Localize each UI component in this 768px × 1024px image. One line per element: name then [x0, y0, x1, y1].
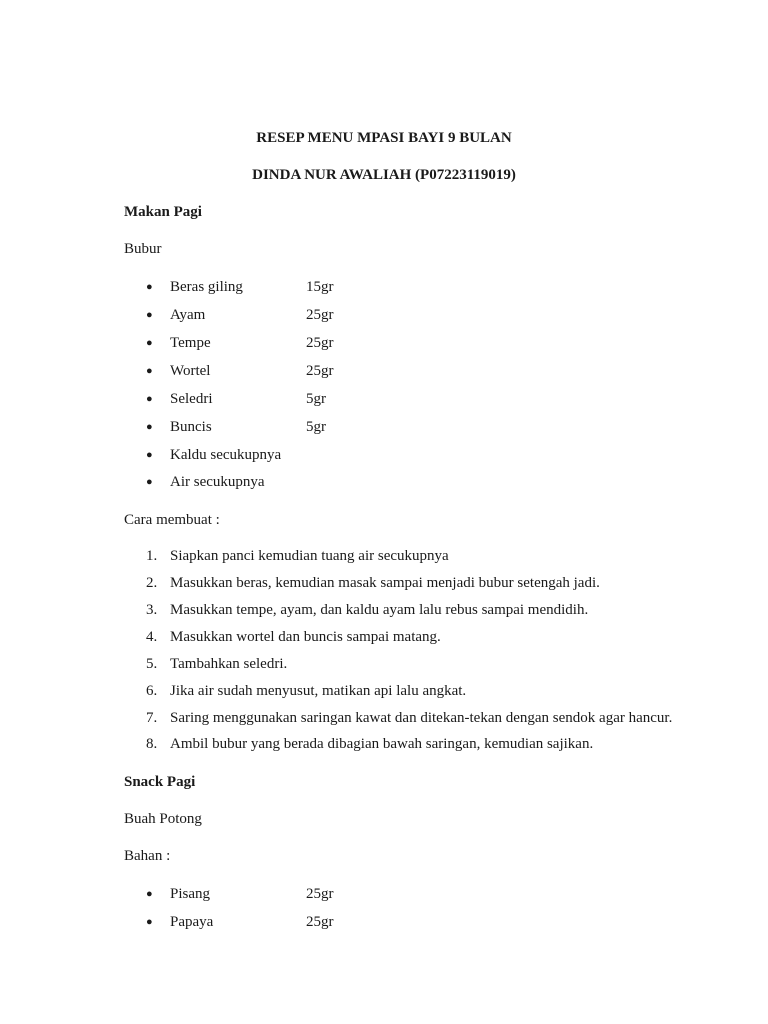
- ingredient-qty: 25gr: [306, 914, 334, 930]
- list-item: [0, 390, 768, 408]
- ingredient-qty: 5gr: [306, 391, 326, 407]
- document-author: DINDA NUR AWALIAH (P07223119019): [252, 167, 516, 183]
- bullet-icon: ●: [146, 281, 153, 293]
- list-item: [0, 601, 768, 619]
- section-heading-snack-pagi: Snack Pagi: [124, 774, 196, 790]
- ingredients-label: Bahan :: [124, 848, 171, 864]
- ingredient-qty: 25gr: [306, 335, 334, 351]
- step-text: Masukkan wortel dan buncis sampai matang.: [170, 629, 441, 645]
- section-heading-makan-pagi: Makan Pagi: [124, 204, 202, 220]
- step-text: Masukkan tempe, ayam, dan kaldu ayam lalu rebus sampai mendidih.: [170, 602, 589, 618]
- ingredient-name: Ayam: [170, 307, 206, 323]
- ingredient-name: Air secukupnya: [170, 474, 265, 490]
- step-text: Siapkan panci kemudian tuang air secukupnya: [170, 548, 449, 564]
- ingredient-qty: 25gr: [306, 307, 334, 323]
- ingredient-name: Seledri: [170, 391, 213, 407]
- list-item: [0, 306, 768, 324]
- list-item: [0, 446, 768, 464]
- list-item: [0, 574, 768, 592]
- step-number: 3.: [146, 602, 158, 618]
- ingredient-qty: 25gr: [306, 363, 334, 379]
- ingredient-name: Buncis: [170, 419, 212, 435]
- step-number: 7.: [146, 710, 158, 726]
- step-number: 4.: [146, 629, 158, 645]
- list-item: [0, 913, 768, 931]
- step-text: Tambahkan seledri.: [170, 656, 288, 672]
- bullet-icon: ●: [146, 309, 153, 321]
- ingredient-qty: 25gr: [306, 886, 334, 902]
- list-item: [0, 473, 768, 491]
- bullet-icon: ●: [146, 449, 153, 461]
- bullet-icon: ●: [146, 421, 153, 433]
- bullet-icon: ●: [146, 337, 153, 349]
- list-item: [0, 709, 768, 727]
- bullet-icon: ●: [146, 916, 153, 928]
- ingredient-qty: 5gr: [306, 419, 326, 435]
- list-item: [0, 682, 768, 700]
- step-number: 2.: [146, 575, 158, 591]
- ingredient-name: Wortel: [170, 363, 211, 379]
- ingredient-name: Tempe: [170, 335, 211, 351]
- step-text: Jika air sudah menyusut, matikan api lalu angkat.: [170, 683, 467, 699]
- list-item: [0, 547, 768, 565]
- ingredient-qty: 15gr: [306, 279, 334, 295]
- list-item: [0, 278, 768, 296]
- list-item: [0, 628, 768, 646]
- step-text: Ambil bubur yang berada dibagian bawah saringan, kemudian sajikan.: [170, 736, 594, 752]
- step-number: 5.: [146, 656, 158, 672]
- ingredient-name: Papaya: [170, 914, 214, 930]
- bullet-icon: ●: [146, 888, 153, 900]
- bullet-icon: ●: [146, 476, 153, 488]
- list-item: [0, 655, 768, 673]
- ingredient-name: Beras giling: [170, 279, 243, 295]
- step-number: 8.: [146, 736, 158, 752]
- bullet-icon: ●: [146, 365, 153, 377]
- step-text: Saring menggunakan saringan kawat dan ditekan-tekan dengan sendok agar hancur.: [170, 710, 673, 726]
- dish-name-buah-potong: Buah Potong: [124, 811, 202, 827]
- document-title: RESEP MENU MPASI BAYI 9 BULAN: [256, 130, 512, 146]
- bullet-icon: ●: [146, 393, 153, 405]
- list-item: [0, 362, 768, 380]
- method-label: Cara membuat :: [124, 512, 220, 528]
- step-text: Masukkan beras, kemudian masak sampai menjadi bubur setengah jadi.: [170, 575, 600, 591]
- list-item: [0, 735, 768, 753]
- list-item: [0, 418, 768, 436]
- list-item: [0, 885, 768, 903]
- ingredient-name: Kaldu secukupnya: [170, 447, 282, 463]
- step-number: 6.: [146, 683, 158, 699]
- list-item: [0, 334, 768, 352]
- step-number: 1.: [146, 548, 158, 564]
- dish-name-bubur: Bubur: [124, 241, 162, 257]
- ingredient-name: Pisang: [170, 886, 211, 902]
